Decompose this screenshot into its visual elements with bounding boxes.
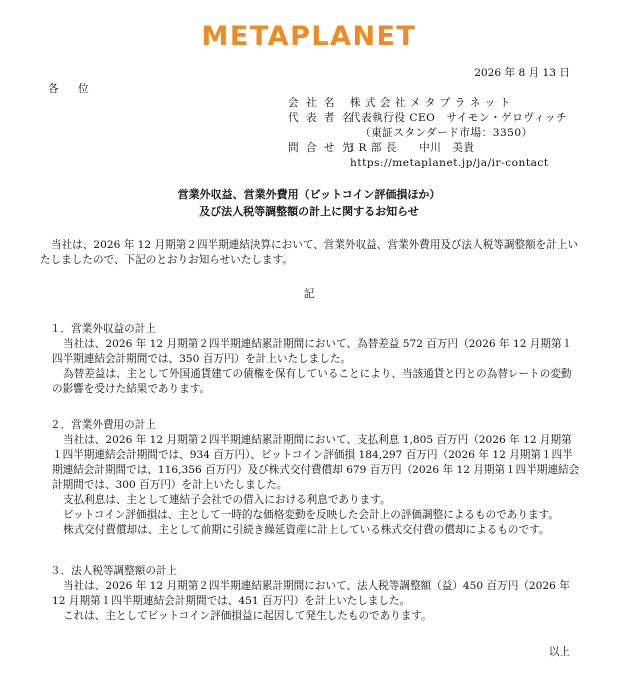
contact-row bbox=[288, 141, 567, 156]
intro-paragraph: 当社は、2026 年 12 月期第２四半期連結決算において、営業外収益、営業外費用及び法人税等調整額を計上いたしましたので、下記のとおりお知らせいたします。 bbox=[40, 239, 579, 266]
contact-url[interactable]: https://metaplanet.jp/ja/ir-contact bbox=[350, 157, 549, 169]
section-paragraph: 当社は、2026 年 12 月期第２四半期連結累計期間において、支払利息 1,805 百万円（2026 年 12 月期第１四半期連結会計期間では、934 百万円）、ビットコイン評価損 184,297 百万円（2026 年 12 月期第１四半期連結会計期間では、116,356 百万円）及び株式交付費償却 679 百万円（2026 年 12 月期第１四半期連結会計期間では、300 百万円）を計上いたしました。 bbox=[52, 434, 580, 491]
ki-heading: 記 bbox=[303, 288, 315, 300]
section-paragraph: 支払利息は、主として連結子会社での借入における利息であります。 bbox=[63, 494, 391, 506]
section-3 bbox=[40, 564, 580, 624]
metaplanet-logo: METAPLANET bbox=[201, 21, 417, 52]
title-line-2: 及び法人税等調整額の計上に関するお知らせ bbox=[199, 205, 419, 218]
section-heading: ３．法人税等調整額の計上 bbox=[50, 565, 178, 577]
title-line-1: 営業外収益、営業外費用（ビットコイン評価損ほか） bbox=[177, 188, 441, 201]
addressee: 各 位 bbox=[48, 83, 97, 95]
section-heading: １．営業外収益の計上 bbox=[50, 323, 156, 335]
listing-info: （東証スタンダード市場：3350） bbox=[360, 127, 533, 139]
company-value: 株 式 会 社 メ タ プ ラ ネ ッ ト bbox=[350, 97, 511, 109]
contact-value: I R 部 長 中川 美貴 bbox=[350, 142, 475, 154]
section-paragraph: 当社は、2026 年 12 月期第２四半期連結累計期間において、法人税等調整額（益）450 百万円（2026 年 12 月期第１四半期連結会計期間では、451 百万円）を計上いたしました。 bbox=[52, 580, 570, 607]
section-paragraph: 株式交付費償却は、主として前期に引続き繰延資産に計上している株式交付費の償却によるものです。 bbox=[63, 524, 550, 536]
document-date: 2026 年 8 月 13 日 bbox=[474, 67, 570, 79]
intro-block bbox=[40, 238, 580, 268]
representative-value: 代表執行役 CEO サイモン・ゲロヴィッチ bbox=[350, 112, 568, 124]
company-row bbox=[288, 96, 567, 111]
contact-url-row bbox=[288, 156, 567, 171]
section-paragraph: ビットコイン評価損は、主として一時的な価格変動を反映した会計上の評価調整によるものであります。 bbox=[63, 509, 559, 521]
section-paragraph: 当社は、2026 年 12 月期第２四半期連結累計期間において、為替差益 572 百万円（2026 年 12 月期第１四半期連結会計期間では、350 百万円）を計上いたしました。 bbox=[52, 338, 573, 365]
sender-block bbox=[288, 96, 567, 171]
section-paragraph: 為替差益は、主として外国通貨建ての債権を保有していることにより、当該通貨と円との為替レートの変動の影響を受けた結果であります。 bbox=[52, 368, 572, 395]
listing-row bbox=[288, 126, 567, 141]
representative-row bbox=[288, 111, 567, 126]
representative-label: 代 表 者 名 bbox=[288, 112, 355, 124]
section-1 bbox=[40, 322, 580, 397]
section-paragraph: これは、主としてビットコイン評価損益に起因して発生したものであります。 bbox=[63, 610, 432, 622]
company-label: 会 社 名 bbox=[288, 97, 337, 109]
contact-label: 問 合 せ 先 bbox=[288, 142, 355, 154]
section-2 bbox=[40, 418, 580, 538]
closing-mark: 以上 bbox=[548, 646, 570, 658]
document-title bbox=[0, 186, 618, 220]
section-heading: ２．営業外費用の計上 bbox=[50, 419, 156, 431]
